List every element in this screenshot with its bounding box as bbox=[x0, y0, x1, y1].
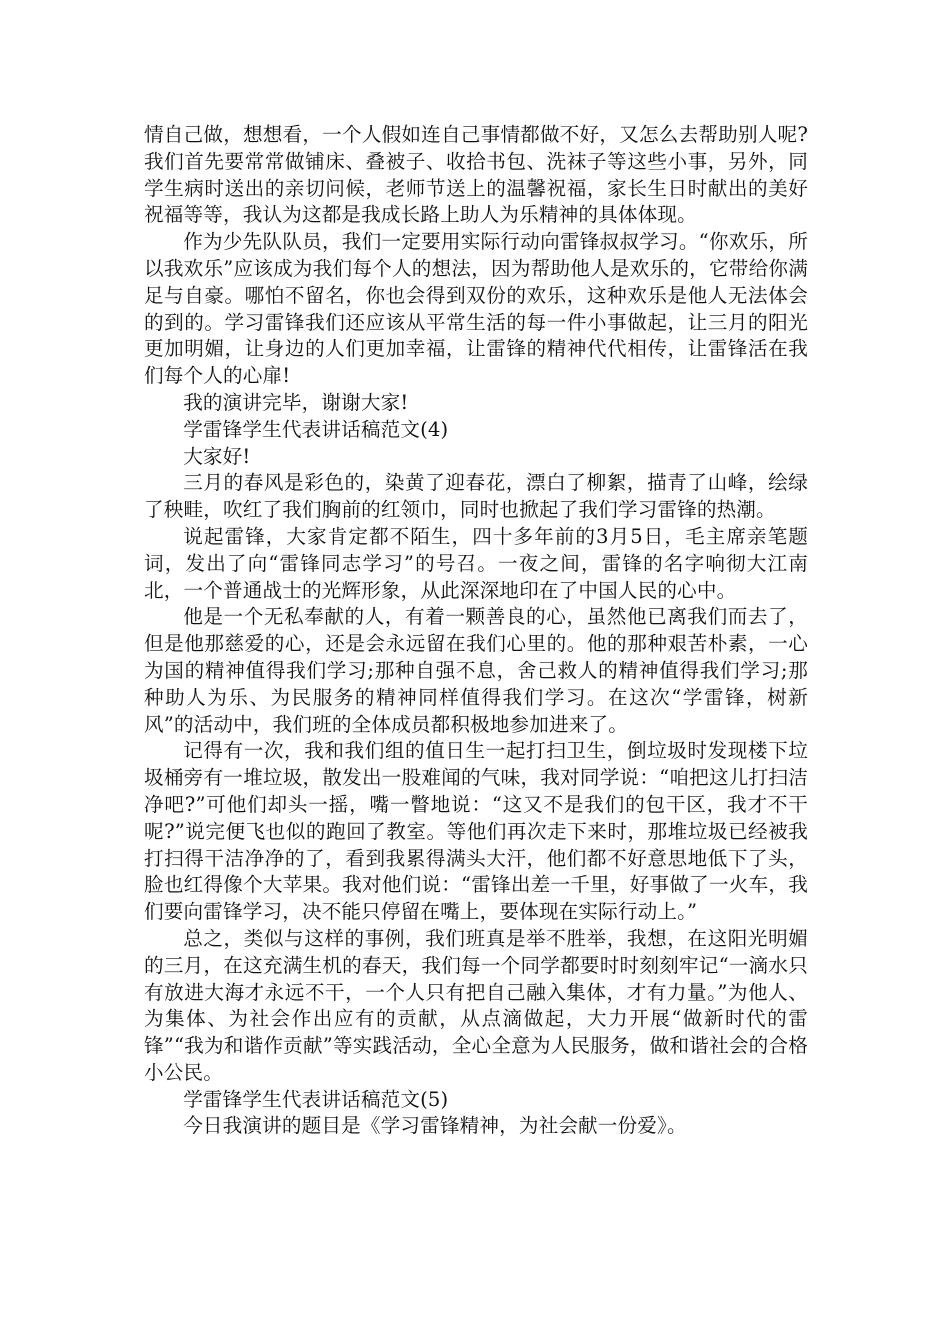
document-page bbox=[144, 122, 808, 1140]
paragraph-speech-title: 今日我演讲的题目是《学习雷锋精神，为社会献一份爱》。 bbox=[183, 1114, 687, 1138]
section-heading-4: 学雷锋学生代表讲话稿范文(4) bbox=[183, 417, 449, 441]
paragraph-young-pioneers: 作为少先队队员，我们一定要用实际行动向雷锋叔叔学习。“你欢乐，所以我欢乐”应该成为我们每个人的想法，因为帮助他人是欢乐的，它带给你满足与自豪。哪怕不留名，你也会得到双份的欢乐，这种欢乐是他人无法体会的到的。学习雷锋我们还应该从平常生活的每一件小事做起，让三月的阳光更加明媚，让身边的人们更加幸福，让雷锋的精神代代相传，让雷锋活在我们每个人的心扉! bbox=[144, 230, 808, 388]
paragraph-closing-thanks: 我的演讲完毕，谢谢大家! bbox=[183, 390, 409, 414]
paragraph-about-leifeng: 说起雷锋，大家肯定都不陌生，四十多年前的3月5日，毛主席亲笔题词，发出了向“雷锋同志学习”的号召。一夜之间，雷锋的名字响彻大江南北，一个普通战士的光辉形象，从此深深地印在了中国人民的心中。 bbox=[144, 524, 808, 602]
paragraph-story: 记得有一次，我和我们组的值日生一起打扫卫生，倒垃圾时发现楼下垃圾桶旁有一堆垃圾，散发出一股难闻的气味，我对同学说：“咱把这儿打扫洁净吧?”可他们却头一摇，嘴一瞥地说：“这又不是我们的包干区，我才不干呢?”说完便飞也似的跑回了教室。等他们再次走下来时，那堆垃圾已经被我打扫得干洁净净的了，看到我累得满头大汗，他们都不好意思地低下了头，脸也红得像个大苹果。我对他们说：“雷锋出差一千里，好事做了一火车，我们要向雷锋学习，决不能只停留在嘴上，要体现在实际行动上。” bbox=[144, 739, 808, 924]
paragraph-selfless: 他是一个无私奉献的人，有着一颗善良的心，虽然他已离我们而去了，但是他那慈爱的心，还是会永远留在我们心里的。他的那种艰苦朴素，一心为国的精神值得我们学习;那种自强不息，舍己救人的精神值得我们学习;那种助人为乐、为民服务的精神同样值得我们学习。在这次“学雷锋，树新风”的活动中，我们班的全体成员都积极地参加进来了。 bbox=[144, 605, 808, 736]
paragraph-greeting: 大家好! bbox=[183, 444, 251, 468]
paragraph-summary: 总之，类似与这样的事例，我们班真是举不胜举，我想，在这阳光明媚的三月，在这充满生机的春天，我们每一个同学都要时时刻刻牢记“一滴水只有放进大海才永远不干，一个人只有把自己融入集体，才有力量。”为他人、为集体、为社会作出应有的贡献，从点滴做起，大力开展“做新时代的雷锋”“我为和谐作贡献”等实践活动，全心全意为人民服务，做和谐社会的合格小公民。 bbox=[144, 926, 808, 1084]
section-heading-5: 学雷锋学生代表讲话稿范文(5) bbox=[183, 1087, 449, 1111]
paragraph-continuation: 情自己做，想想看，一个人假如连自己事情都做不好，又怎么去帮助别人呢?我们首先要常常做铺床、叠被子、收拾书包、洗袜子等这些小事，另外，同学生病时送出的亲切问候，老师节送上的温馨祝福，家长生日时献出的美好祝福等等，我认为这都是我成长路上助人为乐精神的具体体现。 bbox=[144, 123, 808, 227]
paragraph-spring-wind: 三月的春风是彩色的，染黄了迎春花，漂白了柳絮，描青了山峰，绘绿了秧畦，吹红了我们胸前的红领巾，同时也掀起了我们学习雷锋的热潮。 bbox=[144, 471, 808, 522]
